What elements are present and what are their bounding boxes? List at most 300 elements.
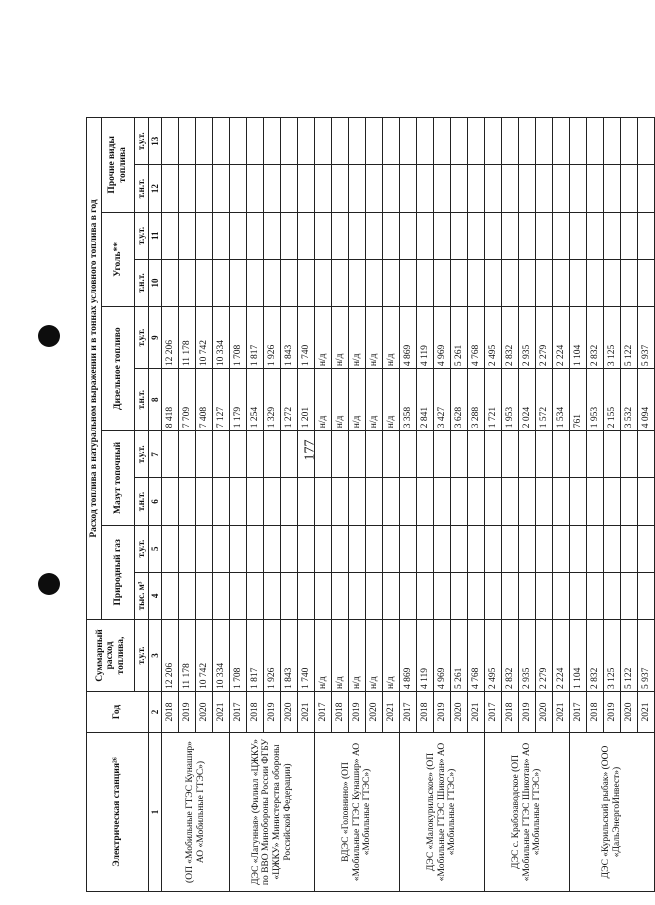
other-tnt-cell [604, 165, 621, 212]
coal-tnt-cell [434, 259, 451, 306]
other-tut-cell [536, 118, 553, 166]
diesel-tnt-cell: 761 [570, 369, 587, 431]
coal-tut-cell [587, 212, 604, 259]
coal-tnt-cell [400, 259, 417, 306]
other-tnt-cell [485, 165, 502, 212]
year-cell: 2018 [587, 692, 604, 733]
other-tut-cell [196, 118, 213, 166]
diesel-tut-cell: н/д [349, 307, 366, 369]
mazut-tnt-cell [400, 478, 417, 525]
other-tut-cell [519, 118, 536, 166]
mazut-tnt-cell [434, 478, 451, 525]
year-cell: 2021 [638, 692, 655, 733]
table-row [162, 118, 179, 892]
diesel-tnt-cell: н/д [315, 369, 332, 431]
gas-tut-cell [332, 525, 349, 572]
mazut-tut-cell [451, 431, 468, 478]
other-tut-cell [298, 118, 315, 166]
other-tut-cell [468, 118, 485, 166]
diesel-tut-cell: 5 937 [638, 307, 655, 369]
year-cell: 2021 [213, 692, 230, 733]
gas-volume-cell [570, 572, 587, 619]
column-number: 5 [149, 525, 162, 572]
other-tnt-cell [213, 165, 230, 212]
year-cell: 2021 [298, 692, 315, 733]
page-number: 177 [302, 439, 318, 461]
coal-tnt-cell [587, 259, 604, 306]
gas-volume-cell [553, 572, 570, 619]
mazut-tut-cell [604, 431, 621, 478]
coal-tnt-cell [553, 259, 570, 306]
other-tut-cell [383, 118, 400, 166]
other-tnt-cell [264, 165, 281, 212]
mazut-tut-cell [638, 431, 655, 478]
coal-tut-cell [230, 212, 247, 259]
gas-tut-cell [553, 525, 570, 572]
coal-tut-cell [621, 212, 638, 259]
coal-tut-cell [536, 212, 553, 259]
diesel-tnt-cell: 7 709 [179, 369, 196, 431]
gas-tut-cell [366, 525, 383, 572]
gas-volume-cell [519, 572, 536, 619]
diesel-tnt-cell: 1 953 [502, 369, 519, 431]
other-tut-cell [502, 118, 519, 166]
gas-tut-cell [383, 525, 400, 572]
mazut-tnt-cell [162, 478, 179, 525]
gas-tut-cell [485, 525, 502, 572]
year-cell: 2020 [621, 692, 638, 733]
coal-tnt-cell [213, 259, 230, 306]
year-cell: 2017 [315, 692, 332, 733]
gas-tut-cell [417, 525, 434, 572]
other-tnt-cell [332, 165, 349, 212]
gas-volume-cell [196, 572, 213, 619]
unit-header: т.у.т. [135, 620, 149, 692]
total-cell: 2 832 [587, 620, 604, 692]
mazut-tnt-cell [298, 478, 315, 525]
mazut-tnt-cell [230, 478, 247, 525]
diesel-tnt-cell: 1 953 [587, 369, 604, 431]
gas-tut-cell [468, 525, 485, 572]
coal-tut-cell [451, 212, 468, 259]
gas-tut-cell [570, 525, 587, 572]
gas-tut-cell [230, 525, 247, 572]
other-tut-cell [315, 118, 332, 166]
coal-tut-cell [162, 212, 179, 259]
total-cell: н/д [315, 620, 332, 692]
mazut-tut-cell [196, 431, 213, 478]
gas-volume-cell [587, 572, 604, 619]
diesel-tnt-cell: 2 841 [417, 369, 434, 431]
mazut-tut-cell [366, 431, 383, 478]
other-tnt-cell [230, 165, 247, 212]
total-cell: 1 740 [298, 620, 315, 692]
coal-tut-cell [264, 212, 281, 259]
diesel-tut-cell: н/д [315, 307, 332, 369]
unit-header: т.у.т. [135, 431, 149, 478]
header-other: Прочие виды топлива [102, 118, 135, 213]
year-cell: 2017 [485, 692, 502, 733]
mazut-tut-cell [587, 431, 604, 478]
gas-tut-cell [179, 525, 196, 572]
coal-tut-cell [366, 212, 383, 259]
diesel-tnt-cell: 3 427 [434, 369, 451, 431]
total-cell: 4 119 [417, 620, 434, 692]
total-cell: н/д [366, 620, 383, 692]
mazut-tut-cell [179, 431, 196, 478]
year-cell: 2018 [417, 692, 434, 733]
gas-tut-cell [315, 525, 332, 572]
year-cell: 2019 [434, 692, 451, 733]
total-cell: 10 334 [213, 620, 230, 692]
gas-volume-cell [417, 572, 434, 619]
mazut-tut-cell [247, 431, 264, 478]
column-number: 6 [149, 478, 162, 525]
gas-tut-cell [434, 525, 451, 572]
total-cell: 1 708 [230, 620, 247, 692]
year-cell: 2020 [451, 692, 468, 733]
gas-tut-cell [451, 525, 468, 572]
coal-tut-cell [400, 212, 417, 259]
other-tnt-cell [638, 165, 655, 212]
diesel-tnt-cell: 1 329 [264, 369, 281, 431]
diesel-tnt-cell: 2 024 [519, 369, 536, 431]
mazut-tut-cell [383, 431, 400, 478]
coal-tut-cell [383, 212, 400, 259]
other-tut-cell [400, 118, 417, 166]
mazut-tnt-cell [621, 478, 638, 525]
header-gas: Природный газ [102, 525, 135, 619]
coal-tnt-cell [638, 259, 655, 306]
diesel-tnt-cell: 7 408 [196, 369, 213, 431]
coal-tnt-cell [298, 259, 315, 306]
diesel-tnt-cell: 3 628 [451, 369, 468, 431]
diesel-tut-cell: 2 279 [536, 307, 553, 369]
gas-volume-cell [213, 572, 230, 619]
coal-tnt-cell [315, 259, 332, 306]
header-diesel: Дизельное топливо [102, 307, 135, 431]
year-cell: 2019 [604, 692, 621, 733]
coal-tut-cell [502, 212, 519, 259]
mazut-tnt-cell [638, 478, 655, 525]
total-cell: 1 104 [570, 620, 587, 692]
column-number: 13 [149, 118, 162, 166]
diesel-tut-cell: 4 869 [400, 307, 417, 369]
year-cell: 2018 [502, 692, 519, 733]
coal-tut-cell [196, 212, 213, 259]
total-cell: 11 178 [179, 620, 196, 692]
diesel-tut-cell: 1 843 [281, 307, 298, 369]
other-tnt-cell [451, 165, 468, 212]
other-tut-cell [485, 118, 502, 166]
mazut-tnt-cell [366, 478, 383, 525]
mazut-tut-cell [400, 431, 417, 478]
other-tut-cell [247, 118, 264, 166]
table-row [485, 118, 502, 892]
gas-volume-cell [298, 572, 315, 619]
gas-volume-cell [349, 572, 366, 619]
diesel-tut-cell: 1 740 [298, 307, 315, 369]
gas-tut-cell [196, 525, 213, 572]
column-number: 4 [149, 572, 162, 619]
other-tnt-cell [434, 165, 451, 212]
unit-header: т.у.т. [135, 212, 149, 259]
diesel-tnt-cell: н/д [383, 369, 400, 431]
other-tnt-cell [298, 165, 315, 212]
column-number: 10 [149, 259, 162, 306]
mazut-tnt-cell [451, 478, 468, 525]
gas-volume-cell [400, 572, 417, 619]
other-tnt-cell [281, 165, 298, 212]
mazut-tnt-cell [587, 478, 604, 525]
other-tnt-cell [162, 165, 179, 212]
other-tut-cell [230, 118, 247, 166]
mazut-tnt-cell [281, 478, 298, 525]
other-tnt-cell [366, 165, 383, 212]
header-total: Суммарный расход топлива, [87, 620, 135, 692]
unit-header: т.н.т. [135, 478, 149, 525]
other-tut-cell [434, 118, 451, 166]
diesel-tut-cell: 2 832 [502, 307, 519, 369]
diesel-tut-cell: 4 768 [468, 307, 485, 369]
other-tut-cell [570, 118, 587, 166]
column-number: 12 [149, 165, 162, 212]
mazut-tnt-cell [519, 478, 536, 525]
unit-header: т.у.т. [135, 525, 149, 572]
mazut-tnt-cell [383, 478, 400, 525]
coal-tut-cell [604, 212, 621, 259]
mazut-tnt-cell [332, 478, 349, 525]
diesel-tnt-cell: 3 288 [468, 369, 485, 431]
mazut-tut-cell [281, 431, 298, 478]
coal-tnt-cell [468, 259, 485, 306]
coal-tut-cell [638, 212, 655, 259]
total-cell: 4 969 [434, 620, 451, 692]
diesel-tut-cell: 1 817 [247, 307, 264, 369]
column-number: 3 [149, 620, 162, 692]
total-cell: 4 768 [468, 620, 485, 692]
other-tut-cell [604, 118, 621, 166]
unit-header: т.н.т. [135, 369, 149, 431]
other-tnt-cell [315, 165, 332, 212]
gas-tut-cell [247, 525, 264, 572]
gas-tut-cell [519, 525, 536, 572]
coal-tut-cell [468, 212, 485, 259]
other-tut-cell [638, 118, 655, 166]
gas-volume-cell [604, 572, 621, 619]
gas-tut-cell [281, 525, 298, 572]
coal-tnt-cell [519, 259, 536, 306]
other-tnt-cell [587, 165, 604, 212]
unit-header: т.н.т. [135, 259, 149, 306]
mazut-tut-cell [502, 431, 519, 478]
year-cell: 2019 [519, 692, 536, 733]
coal-tut-cell [417, 212, 434, 259]
coal-tnt-cell [451, 259, 468, 306]
coal-tut-cell [298, 212, 315, 259]
mazut-tnt-cell [179, 478, 196, 525]
total-cell: 5 122 [621, 620, 638, 692]
gas-volume-cell [621, 572, 638, 619]
mazut-tut-cell [570, 431, 587, 478]
mazut-tut-cell [519, 431, 536, 478]
mazut-tnt-cell [536, 478, 553, 525]
column-number: 7 [149, 431, 162, 478]
mazut-tnt-cell [604, 478, 621, 525]
gas-volume-cell [383, 572, 400, 619]
binder-hole-bottom [38, 573, 60, 595]
gas-tut-cell [502, 525, 519, 572]
gas-volume-cell [536, 572, 553, 619]
total-cell: н/д [349, 620, 366, 692]
diesel-tut-cell: 1 926 [264, 307, 281, 369]
mazut-tnt-cell [349, 478, 366, 525]
mazut-tut-cell [485, 431, 502, 478]
coal-tnt-cell [349, 259, 366, 306]
gas-volume-cell [451, 572, 468, 619]
diesel-tut-cell: 1 104 [570, 307, 587, 369]
other-tut-cell [366, 118, 383, 166]
year-cell: 2017 [230, 692, 247, 733]
other-tut-cell [349, 118, 366, 166]
coal-tnt-cell [230, 259, 247, 306]
year-cell: 2021 [383, 692, 400, 733]
coal-tut-cell [519, 212, 536, 259]
mazut-tut-cell [315, 431, 332, 478]
diesel-tnt-cell: 4 094 [638, 369, 655, 431]
other-tnt-cell [247, 165, 264, 212]
header-year: Год [87, 692, 149, 733]
diesel-tnt-cell: 1 272 [281, 369, 298, 431]
diesel-tut-cell: 11 178 [179, 307, 196, 369]
total-cell: 1 926 [264, 620, 281, 692]
other-tut-cell [553, 118, 570, 166]
coal-tnt-cell [417, 259, 434, 306]
other-tnt-cell [468, 165, 485, 212]
station-name: ДЭС «Курильский рыбак» (ООО «ДальЭнергоИнвест») [570, 733, 655, 892]
coal-tnt-cell [383, 259, 400, 306]
total-cell: 12 206 [162, 620, 179, 692]
gas-tut-cell [621, 525, 638, 572]
gas-volume-cell [281, 572, 298, 619]
coal-tnt-cell [281, 259, 298, 306]
coal-tut-cell [281, 212, 298, 259]
total-cell: 4 869 [400, 620, 417, 692]
year-cell: 2020 [196, 692, 213, 733]
total-cell: н/д [383, 620, 400, 692]
gas-tut-cell [264, 525, 281, 572]
total-cell: 2 279 [536, 620, 553, 692]
gas-tut-cell [604, 525, 621, 572]
diesel-tnt-cell: н/д [349, 369, 366, 431]
other-tnt-cell [383, 165, 400, 212]
diesel-tnt-cell: 3 358 [400, 369, 417, 431]
mazut-tut-cell [162, 431, 179, 478]
other-tnt-cell [570, 165, 587, 212]
diesel-tnt-cell: 1 572 [536, 369, 553, 431]
diesel-tut-cell: 1 708 [230, 307, 247, 369]
gas-tut-cell [587, 525, 604, 572]
coal-tut-cell [570, 212, 587, 259]
diesel-tut-cell: 10 742 [196, 307, 213, 369]
coal-tnt-cell [366, 259, 383, 306]
diesel-tut-cell: 2 495 [485, 307, 502, 369]
other-tut-cell [179, 118, 196, 166]
mazut-tnt-cell [502, 478, 519, 525]
other-tut-cell [264, 118, 281, 166]
total-cell: 3 125 [604, 620, 621, 692]
year-cell: 2018 [332, 692, 349, 733]
total-cell: 2 832 [502, 620, 519, 692]
diesel-tnt-cell: 3 532 [621, 369, 638, 431]
column-number: 11 [149, 212, 162, 259]
diesel-tut-cell: н/д [332, 307, 349, 369]
total-cell: 2 224 [553, 620, 570, 692]
mazut-tnt-cell [264, 478, 281, 525]
table-row [400, 118, 417, 892]
gas-volume-cell [179, 572, 196, 619]
coal-tnt-cell [536, 259, 553, 306]
coal-tut-cell [247, 212, 264, 259]
mazut-tut-cell [264, 431, 281, 478]
station-name: ДЭС с. Крабозаводское (ОП «Мобильные ГТЭС Шикотан» АО «Мобильные ГТЭС») [485, 733, 570, 892]
coal-tut-cell [553, 212, 570, 259]
other-tnt-cell [519, 165, 536, 212]
diesel-tnt-cell: н/д [366, 369, 383, 431]
coal-tnt-cell [332, 259, 349, 306]
binder-hole-top [38, 325, 60, 347]
other-tut-cell [451, 118, 468, 166]
coal-tut-cell [434, 212, 451, 259]
rotated-table-container [86, 117, 651, 892]
year-cell: 2017 [400, 692, 417, 733]
year-cell: 2020 [281, 692, 298, 733]
coal-tut-cell [485, 212, 502, 259]
station-name: ВДЭС «Головнино» (ОП «Мобильные ГТЭС Кунашир» АО «Мобильные ГТЭС») [315, 733, 400, 892]
gas-volume-cell [502, 572, 519, 619]
diesel-tut-cell: н/д [383, 307, 400, 369]
diesel-tut-cell: 12 206 [162, 307, 179, 369]
header-station: Электрическая станция²⁶ [87, 733, 149, 892]
diesel-tut-cell: н/д [366, 307, 383, 369]
coal-tnt-cell [179, 259, 196, 306]
total-cell: н/д [332, 620, 349, 692]
gas-tut-cell [213, 525, 230, 572]
mazut-tnt-cell [570, 478, 587, 525]
unit-header: т.у.т. [135, 118, 149, 166]
total-cell: 10 742 [196, 620, 213, 692]
other-tnt-cell [196, 165, 213, 212]
gas-tut-cell [349, 525, 366, 572]
unit-header: тыс. м³ [135, 572, 149, 619]
diesel-tut-cell: 5 122 [621, 307, 638, 369]
coal-tnt-cell [621, 259, 638, 306]
column-number: 1 [149, 733, 162, 892]
diesel-tnt-cell: 1 254 [247, 369, 264, 431]
other-tut-cell [162, 118, 179, 166]
other-tut-cell [213, 118, 230, 166]
unit-header: т.у.т. [135, 307, 149, 369]
mazut-tut-cell [230, 431, 247, 478]
mazut-tnt-cell [417, 478, 434, 525]
mazut-tnt-cell [196, 478, 213, 525]
gas-volume-cell [247, 572, 264, 619]
mazut-tut-cell [434, 431, 451, 478]
mazut-tut-cell [417, 431, 434, 478]
other-tnt-cell [553, 165, 570, 212]
year-cell: 2019 [349, 692, 366, 733]
gas-volume-cell [638, 572, 655, 619]
